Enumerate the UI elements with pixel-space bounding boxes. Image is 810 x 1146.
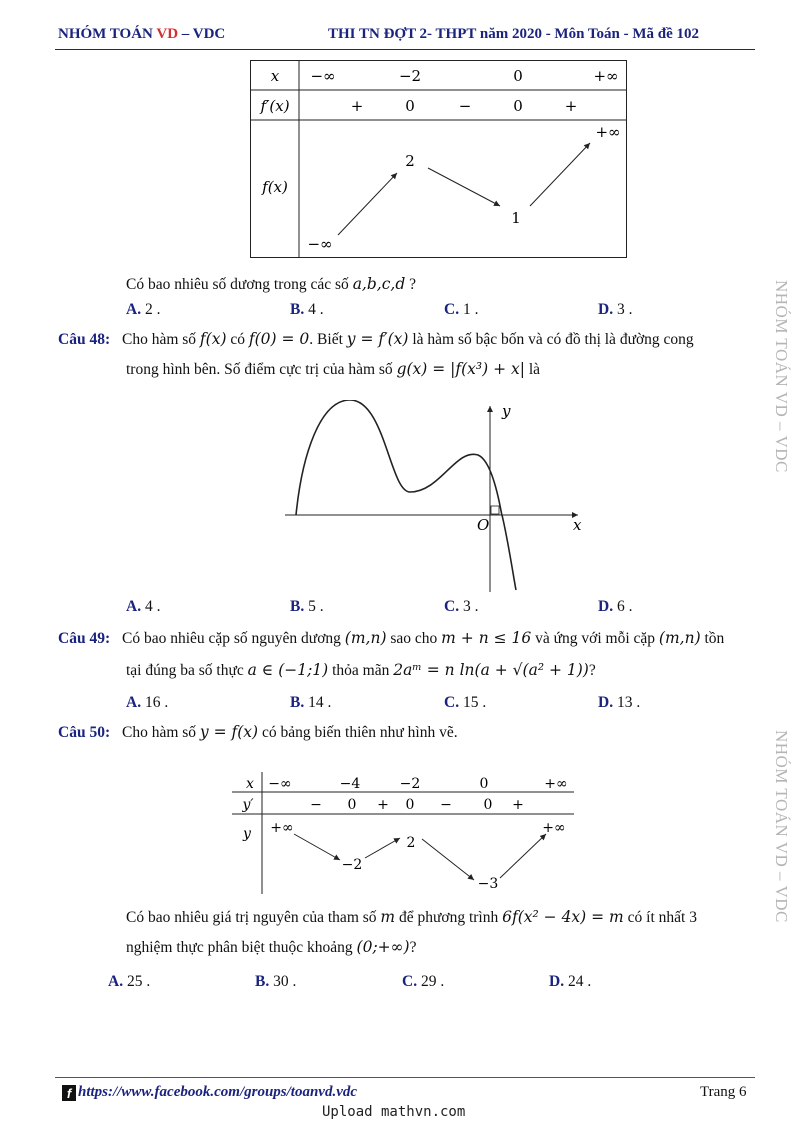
t1-arrow-down: [428, 168, 500, 206]
t1-fp-zero2: 0: [513, 97, 523, 115]
t1-f-neg-inf: −∞: [307, 235, 333, 253]
q50-option-b[interactable]: B. 30 .: [255, 973, 297, 990]
t2-yp-label: y′: [242, 797, 254, 813]
q50-option-a[interactable]: A. 25 .: [108, 973, 151, 990]
side-watermark-bottom: NHÓM TOÁN VD – VDC: [772, 730, 791, 923]
t1-f-label: f(x): [262, 178, 288, 196]
q48-derivative-graph: [280, 400, 600, 595]
t2-yp-sign2: +: [377, 797, 389, 813]
q50-option-d[interactable]: D. 24 .: [549, 973, 592, 990]
q48-label: Câu 48:: [58, 331, 111, 348]
t2-x-pos-inf: +∞: [544, 776, 568, 792]
q48-option-a[interactable]: A. 4 .: [126, 598, 161, 615]
t1-f-min: 1: [511, 209, 521, 227]
t2-yp-sign1: −: [310, 797, 322, 813]
side-watermark-top: NHÓM TOÁN VD – VDC: [772, 280, 791, 473]
footer-page-number: Trang 6: [700, 1084, 747, 1100]
header-exam-title: THI TN ĐỢT 2- THPT năm 2020 - Môn Toán - Mã đề 102: [328, 26, 700, 42]
q50-question-line2: Có bao nhiêu giá trị nguyên của tham số m để phương trình 6f(x² − 4x) = m có ít nhất 3: [126, 908, 697, 926]
t2-x-minus2: −2: [399, 776, 421, 792]
q49-option-c[interactable]: C. 15 .: [444, 694, 487, 711]
q48-y-label: y: [502, 402, 511, 420]
header-vdc: VDC: [192, 26, 226, 42]
t2-y-pos-inf-right: +∞: [542, 820, 566, 836]
t1-f-pos-inf: +∞: [595, 123, 621, 141]
facebook-icon: f: [62, 1085, 76, 1101]
t1-fp-zero1: 0: [405, 97, 415, 115]
variation-table-2: [232, 772, 577, 897]
variation-table-1: [250, 60, 630, 260]
q49-option-a[interactable]: A. 16 .: [126, 694, 169, 711]
q47-option-b[interactable]: B. 4 .: [290, 301, 324, 318]
q50-option-c[interactable]: C. 29 .: [402, 973, 445, 990]
t2-x-minus4: −4: [339, 776, 361, 792]
q48-question-line2: trong hình bên. Số điểm cực trị của hàm số g(x) = |f(x³) + x| là: [126, 360, 541, 378]
t2-x-neg-inf: −∞: [268, 776, 292, 792]
t2-y-label: y: [243, 826, 251, 842]
t2-yp-zero3: 0: [483, 797, 493, 813]
header-vd: VD: [156, 26, 179, 42]
header-group-name: NHÓM TOÁN VD – VDC: [58, 26, 226, 42]
q49-question: Câu 49: Có bao nhiêu cặp số nguyên dương (m,n) sao cho m + n ≤ 16 và ứng với mỗi cặp (m,n) tồn: [58, 629, 725, 647]
t2-yp-sign3: −: [440, 797, 452, 813]
q49-option-b[interactable]: B. 14 .: [290, 694, 332, 711]
t2-x-label: x: [246, 776, 254, 792]
q48-origin-label: O: [477, 516, 490, 534]
t1-x-neg-inf: −∞: [310, 67, 336, 85]
t2-y-minus2: −2: [341, 857, 363, 873]
q48-option-b[interactable]: B. 5 .: [290, 598, 324, 615]
q49-question-line2: tại đúng ba số thực a ∈ (−1;1) thỏa mãn 2aᵐ = n ln(a + √(a² + 1))?: [126, 661, 596, 679]
t1-x-zero: 0: [513, 67, 523, 85]
t1-fp-sign3: +: [564, 97, 578, 115]
q48-question: Câu 48: Cho hàm số f(x) có f(0) = 0. Biết y = f′(x) là hàm số bậc bốn và có đồ thị là đường cong: [58, 330, 694, 348]
q47-option-a[interactable]: A. 2 .: [126, 301, 161, 318]
header-divider: [55, 49, 755, 50]
upload-credit: Upload mathvn.com: [322, 1104, 466, 1120]
t2-yp-sign4: +: [512, 797, 524, 813]
q48-curve: [296, 400, 516, 590]
t1-fp-label: f′(x): [260, 97, 290, 115]
q49-label: Câu 49:: [58, 630, 111, 647]
t2-yp-zero1: 0: [347, 797, 357, 813]
t1-fp-sign1: +: [350, 97, 364, 115]
t1-arrow-up2: [530, 143, 590, 206]
q49-option-d[interactable]: D. 13 .: [598, 694, 641, 711]
q47-option-d[interactable]: D. 3 .: [598, 301, 633, 318]
q48-option-c[interactable]: C. 3 .: [444, 598, 479, 615]
q50-label: Câu 50:: [58, 724, 111, 741]
footer-facebook-link[interactable]: f https://www.facebook.com/groups/toanvd.vdc: [62, 1084, 357, 1101]
t2-yp-zero2: 0: [405, 797, 415, 813]
t1-x-minus2: −2: [398, 67, 422, 85]
q50-question-line3: nghiệm thực phân biệt thuộc khoảng (0;+∞)?: [126, 938, 417, 956]
t2-x-zero: 0: [479, 776, 489, 792]
q48-x-label: x: [573, 516, 582, 534]
t2-y-two: 2: [406, 835, 416, 851]
q50-question: Câu 50: Cho hàm số y = f(x) có bảng biến thiên như hình vẽ.: [58, 723, 458, 741]
t1-f-max: 2: [405, 152, 415, 170]
q47-option-c[interactable]: C. 1 .: [444, 301, 479, 318]
t1-x-pos-inf: +∞: [593, 67, 619, 85]
t1-x-label: x: [270, 67, 280, 85]
t1-fp-sign2: −: [458, 97, 472, 115]
footer-divider: [55, 1077, 755, 1078]
t2-y-pos-inf-left: +∞: [270, 820, 294, 836]
t2-y-minus3: −3: [477, 876, 499, 892]
q48-option-d[interactable]: D. 6 .: [598, 598, 633, 615]
t1-arrow-up1: [338, 173, 397, 235]
q47-question: Có bao nhiêu số dương trong các số a,b,c,d ?: [126, 275, 417, 293]
